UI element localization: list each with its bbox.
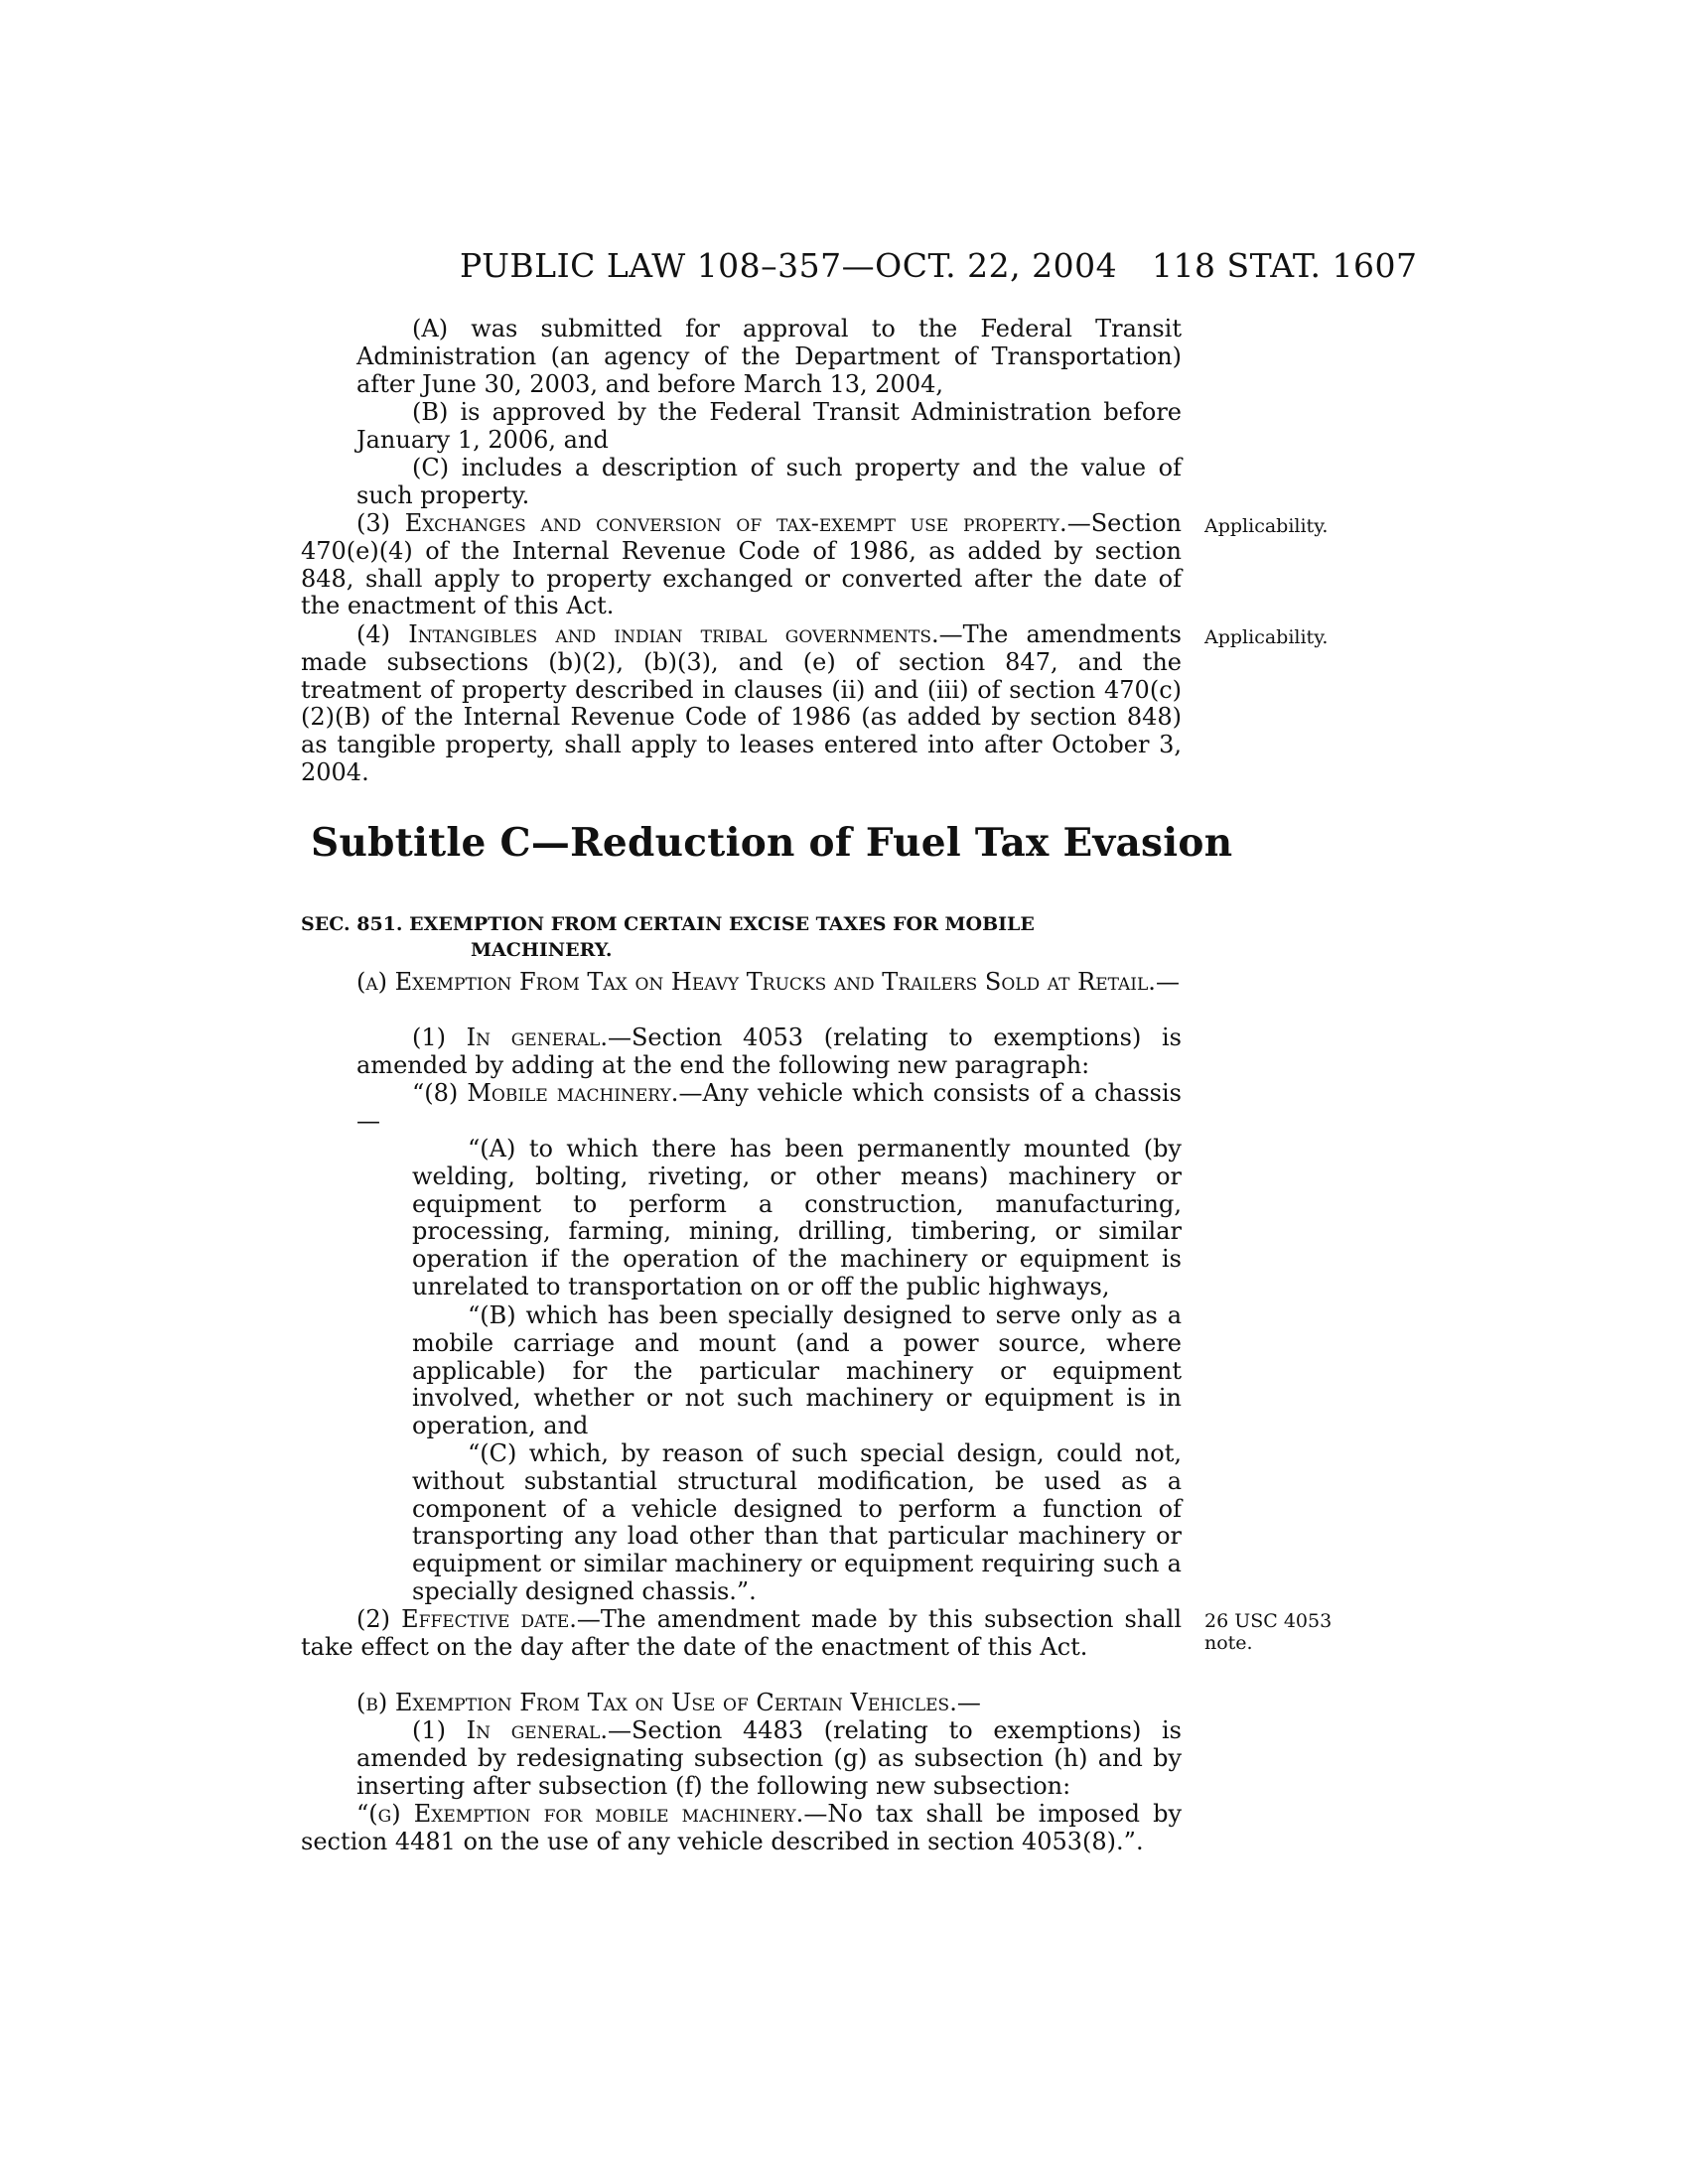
- subsection-a-paragraph-2-text: —The amendment made by this subsection shall take effect on the day after the date of the enactment of this Act.: [301, 1605, 1182, 1661]
- paragraph-3-text: —Section 470(e)(4) of the Internal Revenue Code of 1986, as added by section 848, shall apply to property exchanged or converted after the date of the enactment of this Act.: [301, 509, 1182, 620]
- subsection-b: [301, 1690, 1182, 1717]
- subsection-a-heading: (a) Exemption From Tax on Heavy Trucks and Trailers Sold at Retail.: [356, 968, 1156, 996]
- subsection-b-paragraph-1-heading: (1) In general.: [412, 1716, 608, 1744]
- quoted-subsection-g: [301, 1801, 1182, 1856]
- subsection-b-paragraph-1: [301, 1717, 1182, 1800]
- clause-c: (C) includes a description of such property and the value of such property.: [356, 454, 1182, 509]
- margin-note-usc-line-2: note.: [1204, 1632, 1253, 1654]
- subsection-a-paragraph-1-heading: (1) In general.: [412, 1024, 608, 1051]
- subtitle-heading: Subtitle C—Reduction of Fuel Tax Evasion: [311, 820, 1233, 866]
- section-heading-line-2: MACHINERY.: [471, 939, 613, 961]
- margin-note-applicability: Applicability.: [1204, 515, 1329, 537]
- margin-note-usc-citation: [1204, 1610, 1332, 1654]
- subsection-a-paragraph-2: [301, 1606, 1182, 1662]
- clause-b: (B) is approved by the Federal Transit Administration before January 1, 2006, and: [356, 398, 1182, 454]
- section-heading-line-1: SEC. 851. EXEMPTION FROM CERTAIN EXCISE TAXES FOR MOBILE: [301, 913, 1035, 935]
- subsection-a-paragraph-2-heading: (2) Effective date.: [356, 1605, 577, 1633]
- paragraph-4: [301, 621, 1182, 787]
- quoted-clause-a: “(A) to which there has been permanently mounted (by welding, bolting, riveting, or other means) machinery or equipment to perform a construction, manufacturing, processing, farming, mining, drilling, timbering, or similar operation if the operation of the machinery or equipment is unrelated to transportation on or off the public highways,: [412, 1135, 1182, 1300]
- quoted-subsection-g-text: —No tax shall be imposed by section 4481 on the use of any vehicle described in section 4053(8).”.: [301, 1800, 1182, 1855]
- paragraph-3-heading: (3) Exchanges and conversion of tax-exempt use property.: [356, 509, 1067, 537]
- paragraph-3: [301, 510, 1182, 620]
- margin-note-usc-line-1: 26 USC 4053: [1204, 1610, 1333, 1632]
- margin-note-applicability: Applicability.: [1204, 626, 1329, 648]
- subsection-a-paragraph-1-text: —Section 4053 (relating to exemptions) is amended by adding at the end the following new paragraph:: [356, 1024, 1182, 1079]
- quoted-clause-c: “(C) which, by reason of such special design, could not, without substantial structural modification, be used as a component of a vehicle designed to perform a function of transporting any load other than that particular machinery or equipment or similar machinery or equipment requiring such a specially designed chassis.”.: [412, 1439, 1182, 1605]
- subsection-a-paragraph-1: [301, 1024, 1182, 1080]
- quoted-subsection-g-heading: “(g) Exemption for mobile machinery.: [356, 1800, 804, 1828]
- running-header-title: PUBLIC LAW 108–357—OCT. 22, 2004: [460, 246, 1118, 285]
- subsection-b-heading: (b) Exemption From Tax on Use of Certain Vehicles.: [356, 1689, 957, 1716]
- subsection-b-dash: —: [956, 1689, 981, 1716]
- subsection-a: [301, 969, 1182, 997]
- quoted-paragraph-8-text: —Any vehicle which consists of a chassis—: [356, 1079, 1182, 1135]
- subsection-b-paragraph-1-text: —Section 4483 (relating to exemptions) is amended by redesignating subsection (g) as subsection (h) and by inserting after subsection (f) the following new subsection:: [356, 1716, 1182, 1800]
- clause-a: (A) was submitted for approval to the Federal Transit Administration (an agency of the Department of Transportation) after June 30, 2003, and before March 13, 2004,: [356, 315, 1182, 398]
- subsection-a-dash: —: [1155, 968, 1180, 996]
- running-header-page: 118 STAT. 1607: [1152, 246, 1418, 285]
- section-heading: [301, 911, 1182, 963]
- quoted-paragraph-8: [301, 1080, 1182, 1136]
- quoted-paragraph-8-heading: “(8) Mobile machinery.: [412, 1079, 679, 1107]
- paragraph-4-text: —The amendments made subsections (b)(2), (b)(3), and (e) of section 847, and the treatment of property described in clauses (ii) and (iii) of section 470(c)(2)(B) of the Internal Revenue Code of 1986 (as added by section 848) as tangible property, shall apply to leases entered into after October 3, 2004.: [301, 620, 1182, 786]
- quoted-clause-b: “(B) which has been specially designed to serve only as a mobile carriage and mount (and a power source, where applicable) for the particular machinery or equipment involved, whether or not such machinery or equipment is in operation, and: [412, 1301, 1182, 1440]
- paragraph-4-heading: (4) Intangibles and indian tribal governments.: [356, 620, 939, 648]
